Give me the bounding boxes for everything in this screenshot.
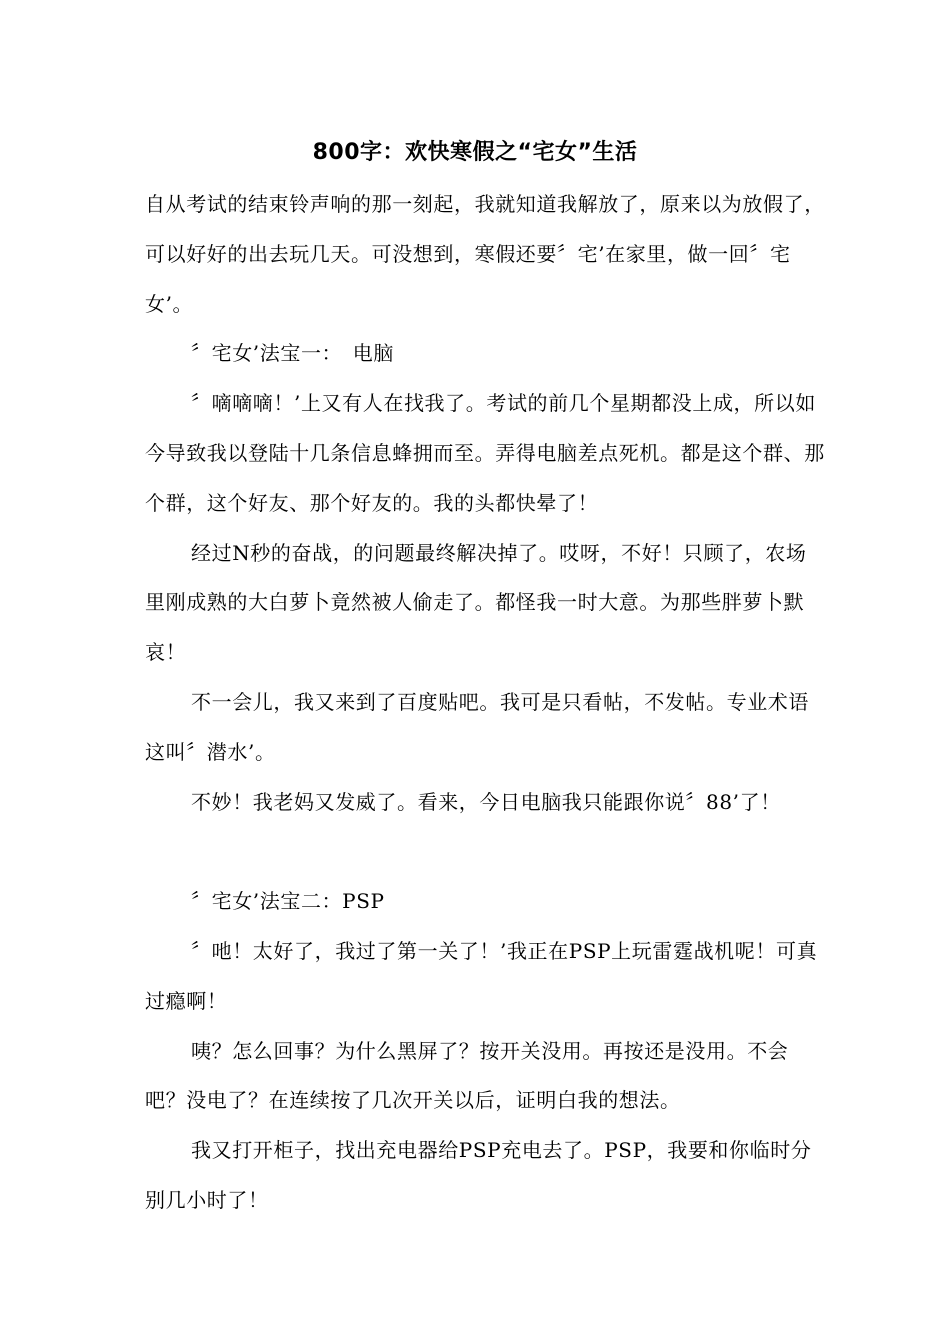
paragraph-intro: 自从考试的结束铃声响的那一刻起，我就知道我解放了，原来以为放假了，可以好好的出去玩几天。可没想到，寒假还要〞宅’在家里，做一回〞宅女’。: [145, 192, 825, 316]
paragraph: 不一会儿，我又来到了百度贴吧。我可是只看帖，不发帖。专业术语这叫〞潜水’。: [145, 689, 809, 764]
paragraph: 〞嘀嘀嘀！’上又有人在找我了。考试的前几个星期都没上成，所以如今导致我以登陆十几条信息蜂拥而至。弄得电脑差点死机。都是这个群、那个群，这个好友、那个好友的。我的头都快晕了！: [145, 391, 825, 515]
section-heading-treasure-1: 〞宅女’法宝一： 电脑: [191, 341, 394, 366]
section-heading-treasure-2: 〞宅女’法宝二：PSP: [191, 889, 385, 914]
paragraph: 咦？怎么回事？为什么黑屏了？按开关没用。再按还是没用。不会吧？没电了？在连续按了几次开关以后，证明白我的想法。: [145, 1038, 789, 1113]
paragraph: 经过N秒的奋战，的问题最终解决掉了。哎呀，不好！只顾了，农场里刚成熟的大白萝卜竟然被人偷走了。都怪我一时大意。为那些胖萝卜默哀！: [145, 540, 807, 665]
document-title: 800字：欢快寒假之“宅女”生活: [312, 140, 638, 165]
blank-line: [145, 827, 825, 877]
paragraph: 我又打开柜子，找出充电器给PSP充电去了。PSP，我要和你临时分别几小时了！: [145, 1138, 812, 1212]
document-body: [145, 180, 825, 1226]
paragraph: 〞吔！太好了，我过了第一关了！’我正在PSP上玩雷霆战机呢！可真过瘾啊！: [145, 938, 818, 1013]
paragraph: 不妙！我老妈又发威了。看来，今日电脑我只能跟你说〞88’了！: [191, 789, 781, 814]
